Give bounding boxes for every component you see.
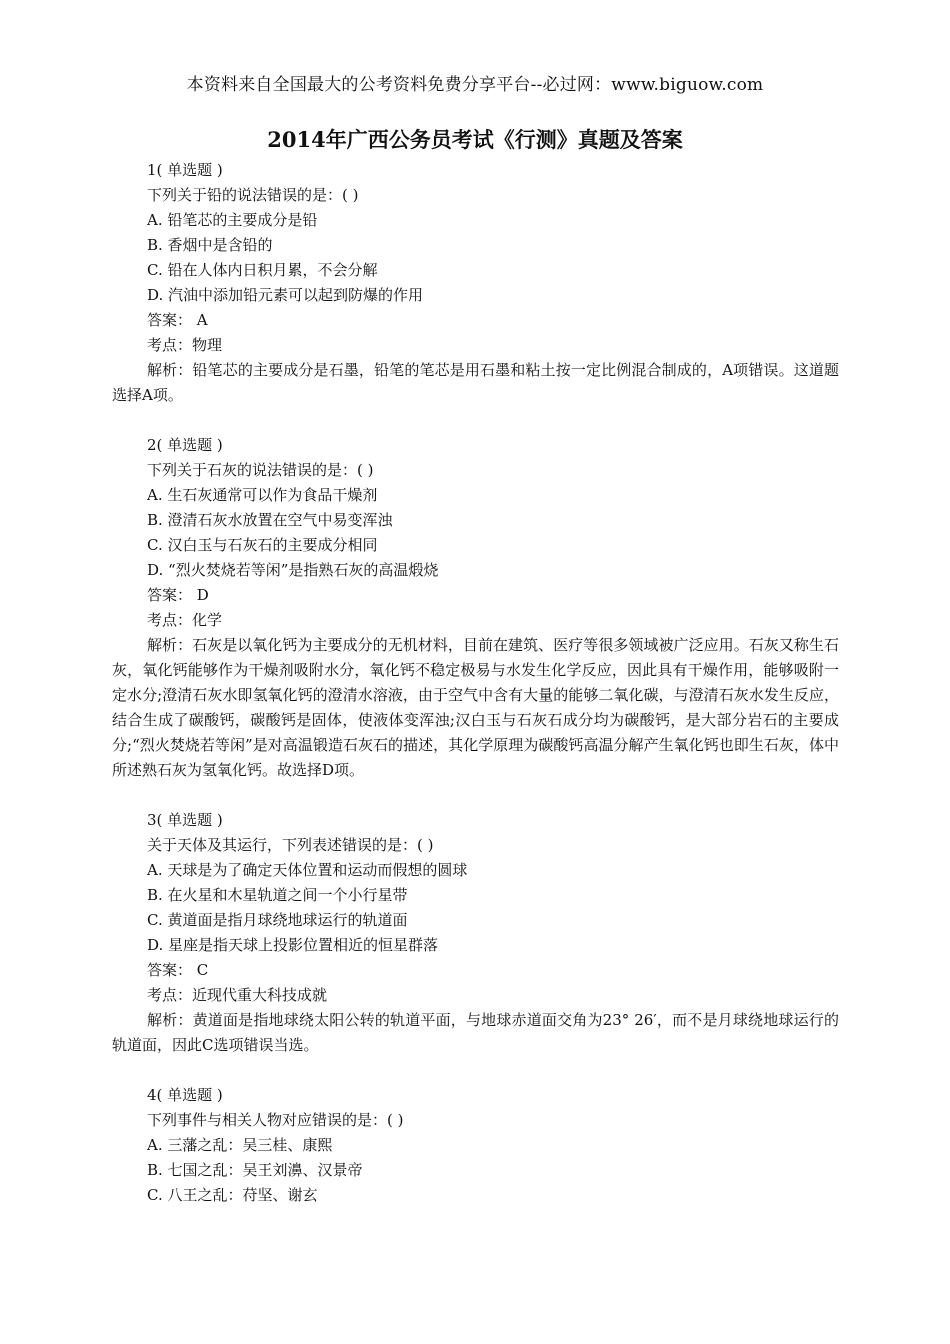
question-type: 3( 单选题 ) (147, 811, 223, 829)
option-a: A. 三藩之乱：吴三桂、康熙 (147, 1136, 333, 1154)
question-stem: 下列关于铅的说法错误的是：( ) (147, 186, 359, 204)
option-c: C. 黄道面是指月球绕地球运行的轨道面 (147, 911, 408, 929)
question-type: 1( 单选题 ) (147, 161, 223, 179)
source-header: 本资料来自全国最大的公考资料免费分享平台--必过网：www.biguow.com (186, 75, 764, 95)
test-point: 考点：化学 (147, 611, 223, 629)
question-list (112, 158, 839, 1233)
option-d: D. “烈火焚烧若等闲”是指熟石灰的高温煅烧 (147, 561, 439, 579)
analysis: 解析：铅笔芯的主要成分是石墨，铅笔的笔芯是用石墨和粘土按一定比例混合制成的，A项错误。这道题选择A项。 (112, 361, 839, 404)
question-stem: 关于天体及其运行，下列表述错误的是：( ) (147, 836, 434, 854)
option-c: C. 汉白玉与石灰石的主要成分相同 (147, 536, 378, 554)
question-stem: 下列关于石灰的说法错误的是：( ) (147, 461, 374, 479)
option-c: C. 八王之乱：苻坚、谢玄 (147, 1186, 318, 1204)
test-point: 考点：物理 (147, 336, 223, 354)
analysis: 解析：黄道面是指地球绕太阳公转的轨道平面，与地球赤道面交角为23° 26′，而不是月球绕地球运行的轨道面，因此C选项错误当选。 (112, 1011, 839, 1054)
option-b: B. 澄清石灰水放置在空气中易变浑浊 (147, 511, 393, 529)
option-a: A. 天球是为了确定天体位置和运动而假想的圆球 (147, 861, 468, 879)
answer: 答案： C (147, 961, 209, 979)
question-3 (112, 808, 839, 1058)
question-4 (112, 1083, 839, 1208)
option-a: A. 生石灰通常可以作为食品干燥剂 (147, 486, 378, 504)
question-2 (112, 433, 839, 783)
option-b: B. 在火星和木星轨道之间一个小行星带 (147, 886, 408, 904)
question-type: 4( 单选题 ) (147, 1086, 223, 1104)
option-b: B. 七国之乱：吴王刘濞、汉景帝 (147, 1161, 363, 1179)
question-type: 2( 单选题 ) (147, 436, 223, 454)
question-1 (112, 158, 839, 408)
option-a: A. 铅笔芯的主要成分是铅 (147, 211, 318, 229)
test-point: 考点：近现代重大科技成就 (147, 986, 328, 1004)
option-d: D. 汽油中添加铅元素可以起到防爆的作用 (147, 286, 424, 304)
question-stem: 下列事件与相关人物对应错误的是：( ) (147, 1111, 404, 1129)
page-title: 2014年广西公务员考试《行测》真题及答案 (267, 127, 683, 152)
answer: 答案： D (147, 586, 209, 604)
analysis: 解析：石灰是以氧化钙为主要成分的无机材料，目前在建筑、医疗等很多领域被广泛应用。石灰又称生石灰，氧化钙能够作为干燥剂吸附水分，氧化钙不稳定极易与水发生化学反应，因此具有干燥作用，能够吸附一定水分;澄清石灰水即氢氧化钙的澄清水溶液，由于空气中含有大量的能够二氧化碳，与澄清石灰水发生反应，结合生成了碳酸钙，碳酸钙是固体，使液体变浑浊;汉白玉与石灰石成分均为碳酸钙，是大部分岩石的主要成分;“烈火焚烧若等闲”是对高温锻造石灰石的描述，其化学原理为碳酸钙高温分解产生氧化钙也即生石灰，体中所述熟石灰为氢氧化钙。故选择D项。 (112, 636, 839, 779)
option-b: B. 香烟中是含铅的 (147, 236, 273, 254)
option-c: C. 铅在人体内日积月累，不会分解 (147, 261, 378, 279)
answer: 答案： A (147, 311, 208, 329)
option-d: D. 星座是指天球上投影位置相近的恒星群落 (147, 936, 439, 954)
